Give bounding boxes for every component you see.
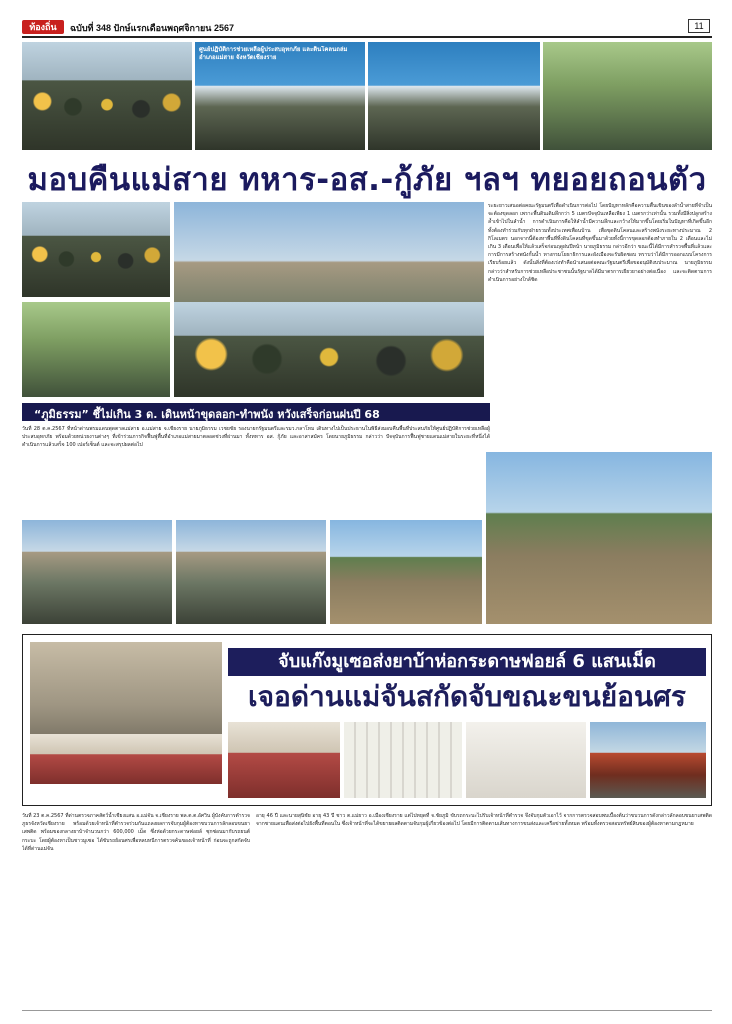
photo-crowd-handshake <box>543 42 712 150</box>
story1-body-right: ระยะยาวเสนอต่อคณะรัฐมนตรีเพื่อดำเนินการต่อไป โดยปัญหาหลักคือความตื้นเขินของลำน้ำสายที่จำเป็นจะต้องขุดลอก เพราะพื้นดินเดิมลึกกว่า 5 เมตรปัจจุบันเหลือเพียง 1 เมตรกว่าเท่านั้น รวมทั้งมีสิ่งปลูกสร้างล้ำเข้าไปในลำน้ำ การดำเนินการคือให้ลำน้ำมีความลึกและกว้างให้มากขึ้นโดยเริ่มในปัญหาที่เกิดขึ้นอีกทั้งต้องทำร่วมกับทุกฝ่ายรวมทั้งประเทศเพื่อนบ้าน เพื่อขุดดินโคลนและสร้างพนังระยะทางประมาณ 2 กิโลเมตร นอกจากนี้ต้องหาพื้นที่ทิ้งดินโคลนที่ขุดขึ้นมาด้วยทั้งนี้การขุดลอกต้องทำภายใน 2 เดือนและไม่เกิน 3 เดือนเพื่อให้แล้วเสร็จก่อนฤดูฝนปีหน้า นายภูมิธรรม กล่าวอีกว่า ขณะนี้ได้มีการสำรวจพื้นที่แล้วและการมีการสร้างพนังกั้นน้ำ ทางกรมโยธาธิการและผังเมืองจะรับผิดชอบ ทราบว่าได้มีการออกแบบโครงการเรียบร้อยแล้ว ดังนั้นสิ่งที่ต้องเร่งทำคือนำเสนอต่อคณะรัฐมนตรีเพื่อขออนุมัติงบประมาณ นายภูมิธรรม กล่าวว่าสำหรับการช่วยเหลือประชาชนนั้นรัฐบาลได้มีมาตรการเยียวยาอย่างต่อเนื่อง และจะติดตามการดำเนินการอย่างใกล้ชิด <box>488 203 712 283</box>
story2-body-left: วันที่ 23 ต.ค.2567 ที่ด่านตรวจภาคสัตว์น้ำเชียงแสน อ.แม่จัน จ.เชียงราย พล.ต.ต.อัศวิน ผู้บังคับการตำรวจภูธรจังหวัดเชียงราย พร้อมด้วยเจ้าหน้าที่ตำรวจร่วมกันแถลงผลการจับกุมผู้ต้องหาขบวนการลักลอบขนยาเสพติด พร้อมของกลางยาบ้าจำนวนกว่า 600,000 เม็ด ซึ่งห่อด้วยกระดาษฟอยล์ ซุกซ่อนมากับรถยนต์กระบะ โดยผู้ต้องหาเป็นชาวมูเซอ ได้ขับรถย้อนศรเพื่อหลบหนีการตรวจค้นของเจ้าหน้าที่ ก่อนจะถูกสกัดจับได้ที่ด่านแม่จัน <box>22 813 250 852</box>
photo-river-wide <box>486 452 712 624</box>
page-header <box>0 0 732 40</box>
photo-stage-handover <box>195 42 365 150</box>
photo-crowd-foreground <box>174 302 484 397</box>
photo-street-assembly <box>174 202 484 397</box>
story1-headline: มอบคืนแม่สาย ทหาร-อส.-กู้ภัย ฯลฯ ทยอยถอนตัว <box>27 162 707 198</box>
photo-drug-bundles <box>344 722 462 798</box>
newspaper-logo: ท้องถิ่น <box>22 20 64 34</box>
photo-pickup-truck <box>590 722 706 798</box>
photo-stage-ceremony <box>368 42 540 150</box>
issue-line: ฉบับที่ 348 ปักษ์แรกเดือนพฤศจิกายน 2567 <box>70 23 234 33</box>
photo-soldiers-row <box>22 302 170 397</box>
photo-officials-lineup <box>22 42 192 150</box>
photo-pill-packages <box>466 722 586 798</box>
header-rule <box>22 36 712 38</box>
photo-volunteers-group <box>22 520 172 624</box>
photo-river-dredging <box>330 520 482 624</box>
photo-police-press-conference <box>30 642 222 784</box>
photo-press-interview <box>22 202 170 297</box>
story1-kicker <box>22 403 490 421</box>
story2-body-right: อายุ 46 ปี และนายสุนิชัย อายุ 43 ปี ชาว ต.แม่ยาว อ.เมืองเชียงราย แต่ไปหยุดที่ จ.ชัยภูมิ ขับรถกระบะไปรับเจ้าหน้าที่ตำรวจ จึงจับกุมตัวเอาไว้ จากการตรวจสอบพบเบื้องต้นว่าขบวนการดังกล่าวลักลอบขนยาเสพติดจากชายแดนเพื่อส่งต่อไปยังพื้นที่ตอนใน ซึ่งเจ้าหน้าที่จะได้ขยายผลติดตามจับกุมผู้เกี่ยวข้องต่อไป โดยมีการติดตามเส้นทางการขนส่งและเครือข่ายทั้งหมด พร้อมทั้งตรวจสอบทรัพย์สินของผู้ต้องหาตามกฎหมาย <box>256 813 712 828</box>
story1-kicker-text: “ภูมิธรรม” ชี้ไม่เกิน 3 ด. เดินหน้าขุดลอก-ทำพนัง หวังเสร็จก่อนฝนปี 68 <box>34 408 380 421</box>
photo-evidence-table <box>30 734 222 784</box>
footer-rule <box>22 1010 712 1011</box>
story2-headline-secondary: เจอด่านแม่จันสกัดจับขณะขนย้อนศร <box>248 680 686 713</box>
photo-rescuers-lineup <box>176 520 326 624</box>
banner-text: ศูนย์ปฏิบัติการช่วยเหลือผู้ประสบอุทกภัย และดินโคลนถล่ม อำเภอแม่สาย จังหวัดเชียงราย <box>199 46 348 61</box>
story2-headline-primary: จับแก๊งมูเซอส่งยาบ้าห่อกระดาษฟอยล์ 6 แสนเม็ด <box>228 648 706 676</box>
story1-body-left: วันที่ 28 ต.ค.2567 ที่หน้าด่านพรมแดนพุดตาลแม่สาย อ.แม่สาย จ.เชียงราย นายภูมิธรรม เวชยชัย รองนายกรัฐมนตรีและรมว.กลาโหม เดินทางไปเป็นประธานในพิธีส่งมอบคืนพื้นที่ประสบภัยให้ศูนย์ปฏิบัติการช่วยเหลือผู้ประสบอุทกภัย พร้อมด้วยหน่วยงานต่างๆ ที่เข้าร่วมภารกิจฟื้นฟูพื้นที่อำเภอแม่สายมาตลอดช่วงที่ผ่านมา ทั้งทหาร อส. กู้ภัย และอาสาสมัคร โดยนายภูมิธรรม กล่าวว่า ปัจจุบันการฟื้นฟูชายแดนแม่สายในระยะที่หนึ่งได้ดำเนินการแล้วเสร็จ 100 เปอร์เซ็นต์ และจะสรุปผลต่อไป <box>22 426 490 449</box>
photo-evidence-display <box>228 722 340 798</box>
page-number: 11 <box>688 19 710 33</box>
